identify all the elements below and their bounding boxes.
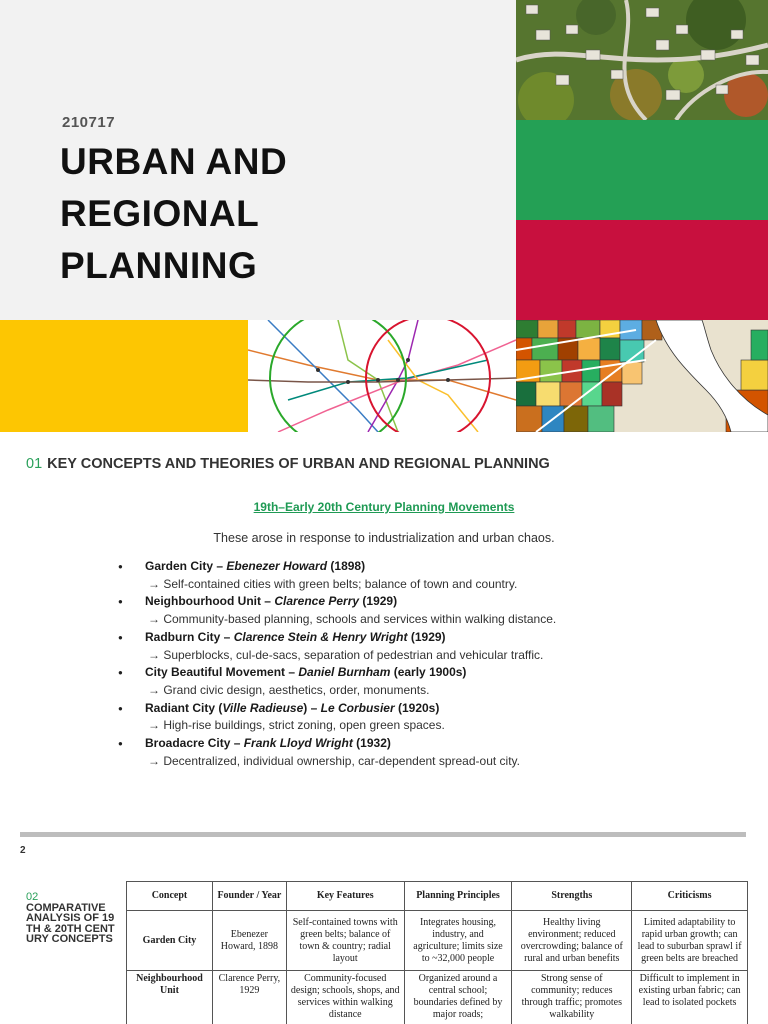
list-item: ● Neighbourhood Unit – Clarence Perry (1929) → Community-based planning, schools and services within walking distance. <box>118 593 738 628</box>
hero-title-panel <box>0 0 516 320</box>
land-use-parcel-map-image <box>516 320 768 432</box>
section-2-title: COMPARATIVE ANALYSIS OF 19TH & 20TH CENTURY CONCEPTS <box>26 901 115 946</box>
table-header-row <box>127 882 748 911</box>
movement-description: → Self-contained cities with green belts; balance of town and country. <box>148 576 518 591</box>
movement-description: → Grand civic design, aesthetics, order, monuments. <box>148 682 430 697</box>
title-line-3: PLANNING <box>60 245 258 286</box>
title-line-2: REGIONAL <box>60 193 260 234</box>
table-row <box>127 971 748 1024</box>
course-code: 210717 <box>62 114 116 131</box>
founder-name: Clarence Perry <box>274 594 360 609</box>
table-cell: Neighbourhood Unit <box>127 971 213 1024</box>
planning-movements-list <box>118 558 738 770</box>
movement-description: → High-rise buildings, strict zoning, open green spaces. <box>148 718 445 733</box>
founder-name: Le Corbusier <box>320 700 395 715</box>
header-criticisms: Criticisms <box>632 882 748 911</box>
table-cell: Self-contained towns with green belts; balance of town & country; radial layout <box>286 911 404 971</box>
table-cell: Garden City <box>127 911 213 971</box>
section-1-heading <box>26 456 550 472</box>
table-cell: Healthy living environment; reduced overcrowding; balance of rural and urban benefits <box>512 911 632 971</box>
list-item: ● Broadacre City – Frank Lloyd Wright (1932) → Decentralized, individual ownership, car-dependent spread-out city. <box>118 735 738 770</box>
section-1-number: 01 <box>26 456 43 472</box>
list-item: ● Radiant City (Ville Radieuse) – Le Corbusier (1920s) → High-rise buildings, strict zoning, open green spaces. <box>118 700 738 735</box>
metro-diagram-image <box>248 320 516 432</box>
table-cell: Community-focused design; schools, shops, and services within walking distance <box>286 971 404 1024</box>
yellow-color-block <box>0 320 248 432</box>
list-item: ● Radburn City – Clarence Stein & Henry Wright (1929) → Superblocks, cul-de-sacs, separation of pedestrian and vehicular traffic. <box>118 629 738 664</box>
table-row <box>127 911 748 971</box>
section-2-heading <box>26 892 116 945</box>
table-cell: Integrates housing, industry, and agriculture; limits size to ~32,000 people <box>404 911 512 971</box>
table-cell: Difficult to implement in existing urban fabric; can lead to isolated pockets <box>632 971 748 1024</box>
section-1-title: KEY CONCEPTS AND THEORIES OF URBAN AND REGIONAL PLANNING <box>47 456 550 472</box>
red-color-block <box>516 220 768 320</box>
suburban-aerial-photo <box>516 0 768 120</box>
planning-movements-subheading: 19th–Early 20th Century Planning Movements <box>253 500 515 514</box>
green-color-block <box>516 120 768 220</box>
list-item: ● City Beautiful Movement – Daniel Burnham (early 1900s) → Grand civic design, aesthetics, order, monuments. <box>118 664 738 699</box>
table-cell: Ebenezer Howard, 1898 <box>212 911 286 971</box>
table-cell: Strong sense of community; reduces through traffic; promotes walkability <box>512 971 632 1024</box>
movement-description: → Community-based planning, schools and services within walking distance. <box>148 612 557 627</box>
alt-name: Ville Radieuse <box>222 700 304 715</box>
page-divider <box>20 832 746 837</box>
list-item: ● Garden City – Ebenezer Howard (1898) → Self-contained cities with green belts; balance of town and country. <box>118 558 738 593</box>
movement-description: → Decentralized, individual ownership, car-dependent spread-out city. <box>148 753 520 768</box>
section-2-number: 02 <box>26 891 39 903</box>
founder-name: Frank Lloyd Wright <box>243 736 353 751</box>
table-cell: Organized around a central school; boundaries defined by major roads; <box>404 971 512 1024</box>
section-1-intro: These arose in response to industrialization and urban chaos. <box>213 531 555 545</box>
header-strengths: Strengths <box>512 882 632 911</box>
founder-name: Daniel Burnham <box>298 665 391 680</box>
header-concept: Concept <box>127 882 213 911</box>
header-key-features: Key Features <box>286 882 404 911</box>
title-line-1: URBAN AND <box>60 141 288 182</box>
page-number: 2 <box>20 845 26 856</box>
founder-name: Ebenezer Howard <box>226 559 328 573</box>
header-planning-principles: Planning Principles <box>404 882 512 911</box>
founder-name: Clarence Stein & Henry Wright <box>233 629 408 644</box>
table-cell: Clarence Perry, 1929 <box>212 971 286 1024</box>
movement-description: → Superblocks, cul-de-sacs, separation of pedestrian and vehicular traffic. <box>148 647 544 662</box>
header-founder-year: Founder / Year <box>212 882 286 911</box>
comparison-table <box>126 881 748 1024</box>
document-title <box>60 136 500 292</box>
table-cell: Limited adaptability to rapid urban growth; can lead to suburban sprawl if green belts are breached <box>632 911 748 971</box>
